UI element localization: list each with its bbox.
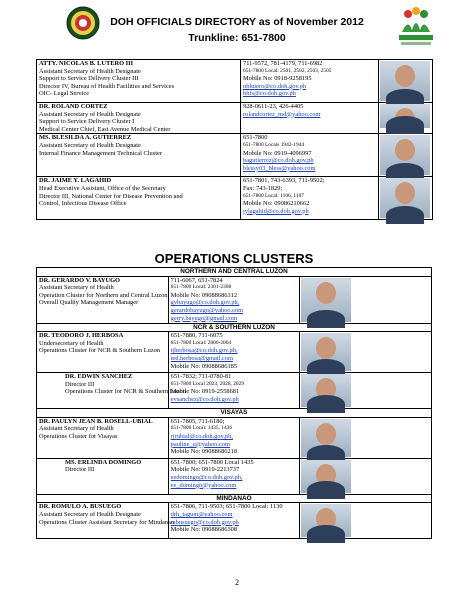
official-name: DR. JAIME Y. LAGAHID — [39, 177, 112, 185]
official-info-cell — [37, 503, 175, 539]
contact-number: 651-7800 Locals 1942-1944 — [243, 141, 305, 148]
official-position: Assistant Secretary of Health Designate — [39, 110, 141, 118]
contact-email-link[interactable]: rabusuego@co.doh.gov.ph — [170, 518, 239, 526]
contact-number: Mobile No: 09088686312 — [170, 291, 238, 299]
official-position: Director IV, Bureau of Health Facilities and Services — [39, 82, 175, 90]
official-position: Assistant Secretary of Health Designate — [39, 67, 141, 75]
official-position: Control, Infectious Disease Office — [39, 200, 127, 208]
section-heading-row — [37, 323, 432, 332]
official-photo-cell — [379, 60, 433, 103]
trunkline: Trunkline: 651-7800 — [188, 32, 286, 44]
official-contact-cell — [241, 177, 379, 220]
official-photo-cell — [300, 276, 432, 323]
official-name: DR. PAULYN JEAN B. ROSELL-UBIAL — [39, 417, 153, 425]
official-photo-cell — [379, 103, 433, 134]
contact-email-link[interactable]: gerardobayugo@yahoo.com — [170, 306, 244, 314]
contact-number: 651-7800 Local: 2501, 2502, 2503, 2505 — [243, 67, 332, 74]
official-contact-cell — [168, 276, 300, 323]
contact-number: Mobile No: 09088686218 — [170, 448, 238, 456]
contact-number: 651-7800 — [243, 134, 268, 142]
official-position: Head Executive Assistant, Office of the Secretary — [39, 184, 166, 192]
contact-number: Mobile No: 0918-9258195 — [243, 75, 312, 83]
section-heading: MINDANAO — [37, 494, 432, 503]
section-heading-row — [37, 494, 432, 503]
table-row — [37, 276, 432, 323]
official-position: Operations Cluster Assistant Secretary for Mindanao — [39, 518, 175, 526]
table-row — [37, 103, 433, 134]
official-info-cell — [37, 103, 241, 134]
contact-email-link[interactable]: ee_domingo@yahoo.com — [170, 481, 237, 489]
official-contact-cell — [168, 458, 300, 494]
contact-email-link[interactable]: gvbayugo@co.doh.gov.ph, — [170, 299, 240, 307]
official-photo-cell — [300, 503, 432, 539]
official-position: Support to Service Delivery Cluster I — [39, 118, 135, 126]
official-info-cell — [37, 458, 169, 494]
contact-number: 651-7800 Local: 2301-2308 — [170, 284, 232, 291]
contact-number: 651-7800; 651-7800 Local 1435 — [170, 458, 254, 466]
official-photo — [301, 333, 351, 371]
official-position: Director III, National Center for Disease Prevention and — [39, 192, 183, 200]
contact-number: 928-0611-23, 426-4405 — [243, 103, 304, 110]
contact-number: 651-7832; 711-0780-81 — [170, 373, 232, 381]
official-info-cell — [37, 417, 169, 458]
official-position: Operations Cluster for Visayas — [39, 432, 118, 440]
official-position: OIC- Legal Service — [39, 90, 90, 98]
official-position: Director III — [65, 466, 95, 474]
table-row — [37, 60, 433, 103]
official-contact-cell — [168, 373, 300, 409]
official-info-cell — [37, 373, 187, 409]
official-name: DR. ROLAND CORTEZ — [39, 103, 108, 110]
contact-number: 651-7800 Local: 1106, 1107 — [243, 192, 304, 199]
official-photo-cell — [379, 134, 433, 177]
section-heading: VISAYAS — [37, 409, 432, 418]
official-info-cell — [37, 177, 241, 220]
official-photo-cell — [300, 417, 432, 458]
contact-number: Mobile No: 0919-4096997 — [243, 149, 312, 157]
official-photo — [301, 504, 351, 537]
contact-number: 651-7805, 711-6180; — [170, 417, 225, 425]
contact-number: 651-7800 Local: 1435, 1436 — [170, 425, 233, 432]
contact-number: 651-7806, 711-9503; 651-7800 Local: 1130 — [170, 503, 283, 511]
official-position: Support to Service Delivery Cluster III — [39, 75, 139, 83]
official-position: Internal Finance Management Technical Cluster — [39, 149, 162, 157]
section-heading: NORTHERN AND CENTRAL LUZON — [37, 268, 432, 277]
contact-number: 711-6067, 651-7824 — [170, 276, 223, 284]
official-photo — [301, 278, 351, 322]
official-photo-cell — [379, 177, 433, 220]
official-photo — [301, 374, 351, 407]
official-position: Assistant Secretary of Health Designate — [39, 510, 141, 518]
official-photo — [380, 178, 430, 218]
directory-title: DOH OFFICIALS DIRECTORY as of November 2012 — [110, 16, 364, 28]
official-contact-cell — [168, 332, 300, 373]
table-row — [37, 417, 432, 458]
official-contact-cell — [241, 134, 379, 177]
contact-email-link[interactable]: eedomingo@co.doh.gov.ph, — [170, 473, 243, 481]
official-info-cell — [37, 134, 241, 177]
table-row — [37, 503, 432, 539]
official-photo — [380, 135, 430, 175]
kalusugan-pangkalahatan-logo-icon — [396, 4, 436, 48]
table-row — [37, 332, 432, 373]
contact-number: Fax: 743-1829; — [243, 184, 283, 192]
officials-table — [36, 59, 433, 220]
official-photo-cell — [300, 458, 432, 494]
contact-email-link[interactable]: drh_tagum@yahoo.com — [170, 510, 233, 518]
official-name: MS. ERLINDA DOMINGO — [65, 458, 142, 466]
contact-number: Mobile No: 0919-2213737 — [170, 466, 240, 474]
contact-email-link[interactable]: nblutero@co.doh.gov.ph — [243, 82, 307, 90]
official-photo-cell — [300, 332, 432, 373]
contact-email-link[interactable]: pauline_u@yahoo.com — [170, 440, 230, 448]
contact-number: Mobile No: 09086210662 — [243, 200, 310, 208]
official-photo — [301, 419, 351, 457]
section-heading-row — [37, 268, 432, 277]
table-row — [37, 373, 432, 409]
official-contact-cell — [241, 103, 379, 134]
official-position: Operation Cluster for Northern and Central Luzon — [39, 291, 168, 299]
official-info-cell — [37, 60, 241, 103]
contact-number: Mobile No: 09088686185 — [170, 362, 238, 370]
official-photo — [380, 104, 430, 128]
contact-email-link[interactable]: bhfs@co.doh.gov.ph — [243, 90, 296, 98]
official-position: Director III — [65, 380, 95, 388]
official-position: Undersecretary of Health — [39, 339, 104, 347]
official-contact-cell — [241, 60, 379, 103]
contact-email-link[interactable]: rjrubial@co.doh.gov.ph, — [170, 432, 233, 440]
operations-clusters-table — [36, 267, 432, 539]
official-name: DR. TEODORO J. HERBOSA — [39, 332, 124, 340]
section-heading-row — [37, 409, 432, 418]
page-number: 2 — [235, 578, 239, 587]
table-row — [37, 177, 433, 220]
official-position: Assistant Secretary of Health Designate — [39, 141, 141, 149]
contact-number: 651-7880, 711-6075 — [170, 332, 223, 340]
contact-email-link[interactable]: ted.herbosa@gmail.com — [170, 354, 233, 362]
contact-email-link[interactable]: gerry.bayugo@gmail.com — [170, 314, 238, 322]
contact-email-link[interactable]: blessy03_bless@yahoo.com — [243, 164, 316, 172]
official-photo — [301, 460, 351, 493]
contact-number: 651-7800 Local 2023, 2028, 2029 — [170, 380, 245, 387]
operations-clusters-title: OPERATIONS CLUSTERS — [154, 251, 314, 266]
official-info-cell — [37, 332, 169, 373]
contact-number: 711-9572, 781-4179, 711-6982 — [243, 60, 323, 67]
contact-number: 651-7801, 743-6393, 711-9502; — [243, 177, 325, 185]
contact-email-link[interactable]: evsanchez@co.doh.gov.ph — [170, 395, 239, 403]
official-position: Medical Center Chief, East Avenue Medical Center — [39, 125, 171, 133]
official-contact-cell — [168, 503, 300, 539]
contact-number: 651-7800 Local: 2000-2004 — [170, 339, 232, 346]
official-photo — [380, 61, 430, 101]
contact-email-link[interactable]: bagutierrez@co.doh.gov.ph — [243, 157, 314, 165]
official-info-cell — [37, 276, 169, 323]
official-name: DR. GERARDO V. BAYUGO — [39, 276, 121, 284]
contact-number: Mobile No: 09088686308 — [170, 526, 238, 534]
official-position: Operations Cluster for NCR & Southern Luzon — [65, 388, 187, 396]
official-name: ATTY. NICOLAS B. LUTERO III — [39, 60, 134, 67]
contact-email-link[interactable]: tjherbosa@co.doh.gov.ph, — [170, 347, 238, 355]
official-name: DR. EDWIN SANCHEZ — [65, 373, 133, 381]
official-position: Overall Quality Management Manager — [39, 299, 139, 307]
official-name: DR. ROMULO A. BUSUEGO — [39, 503, 122, 511]
official-position: Assistant Secretary of Health — [39, 284, 114, 292]
page-header — [0, 0, 474, 58]
official-position: Assistant Secretary of Health — [39, 425, 114, 433]
table-row — [37, 134, 433, 177]
contact-number: Mobile No: 0919-2558681 — [170, 388, 240, 396]
section-heading: NCR & SOUTHERN LUZON — [37, 323, 432, 332]
official-photo-cell — [300, 373, 432, 409]
official-contact-cell — [168, 417, 300, 458]
contact-email-link[interactable]: rolandcortez_md@yahoo.com — [243, 110, 321, 118]
official-position: Operations Cluster for NCR & Southern Luzon — [39, 347, 161, 355]
official-name: MS. BLESILDA A. GUTIERREZ — [39, 134, 132, 142]
contact-email-link[interactable]: jylagahid@co.doh.gov.ph — [243, 207, 309, 215]
table-row — [37, 458, 432, 494]
